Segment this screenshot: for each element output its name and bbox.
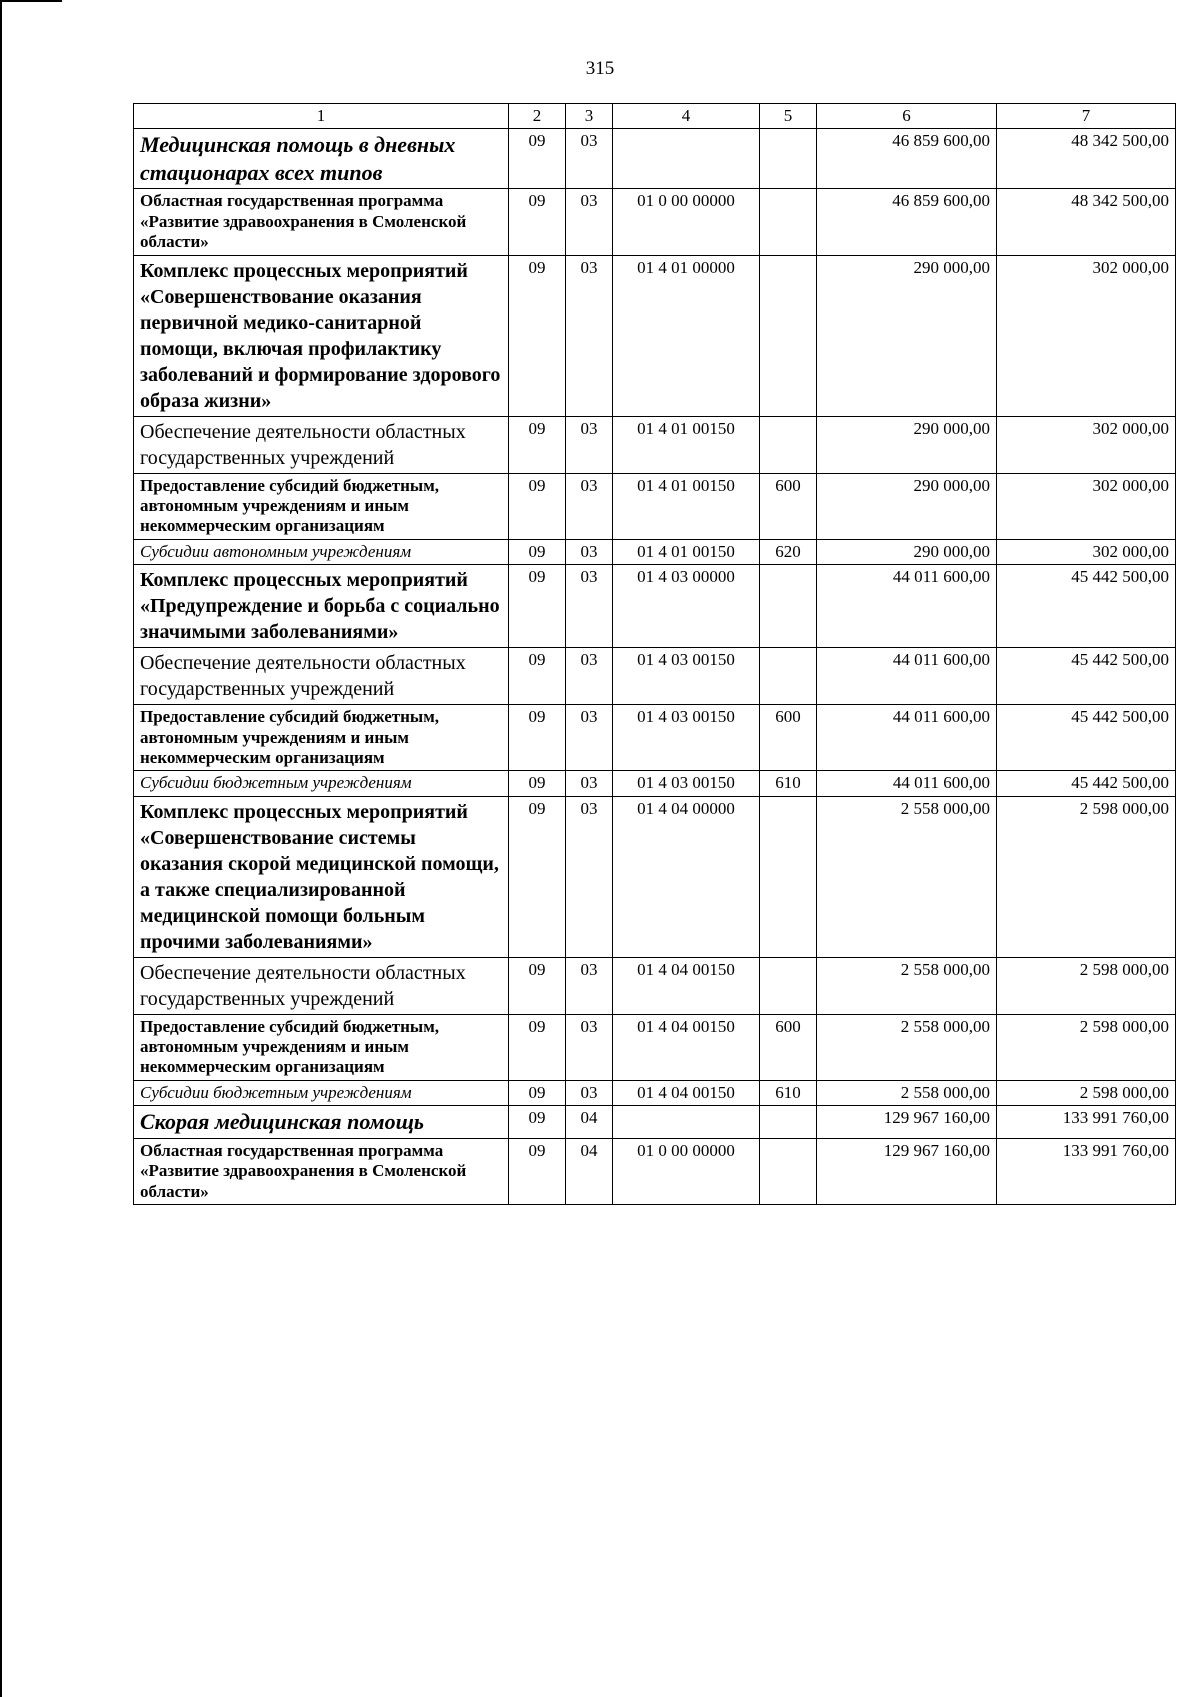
row-name-cell: Областная государственная программа «Развитие здравоохранения в Смоленской области» bbox=[134, 1138, 509, 1204]
amount-year2-cell: 45 442 500,00 bbox=[997, 771, 1176, 796]
target-article-cell: 01 0 00 00000 bbox=[613, 1138, 760, 1204]
expense-type-cell bbox=[760, 957, 817, 1014]
subsection-code-cell: 03 bbox=[566, 129, 613, 189]
subsection-code-cell: 03 bbox=[566, 416, 613, 473]
expense-type-cell bbox=[760, 648, 817, 705]
section-code-cell: 09 bbox=[509, 705, 566, 771]
amount-year2-cell: 302 000,00 bbox=[997, 539, 1176, 564]
complex-row bbox=[134, 255, 1176, 416]
amount-year1-cell: 290 000,00 bbox=[817, 255, 997, 416]
section-code-cell: 09 bbox=[509, 189, 566, 255]
subsection-code-cell: 03 bbox=[566, 539, 613, 564]
section-code-cell: 09 bbox=[509, 771, 566, 796]
amount-year1-cell: 290 000,00 bbox=[817, 539, 997, 564]
row-name-cell: Медицинская помощь в дневных стационарах всех типов bbox=[134, 129, 509, 189]
row-name-cell: Комплекс процессных мероприятий «Совершенствование системы оказания скорой медицинской помощи, а также специализированной медицинской помощи больным прочими заболеваниями» bbox=[134, 796, 509, 957]
section-code-cell: 09 bbox=[509, 648, 566, 705]
support-row bbox=[134, 416, 1176, 473]
amount-year1-cell: 2 558 000,00 bbox=[817, 1080, 997, 1105]
amount-year2-cell: 2 598 000,00 bbox=[997, 1014, 1176, 1080]
support-row bbox=[134, 648, 1176, 705]
row-name-cell: Обеспечение деятельности областных государственных учреждений bbox=[134, 648, 509, 705]
subsection-code-cell: 03 bbox=[566, 771, 613, 796]
program-row bbox=[134, 1138, 1176, 1204]
header-cell: 6 bbox=[817, 104, 997, 129]
expense-type-cell: 600 bbox=[760, 1014, 817, 1080]
section-code-cell: 09 bbox=[509, 1080, 566, 1105]
amount-year1-cell: 129 967 160,00 bbox=[817, 1106, 997, 1139]
target-article-cell: 01 4 03 00150 bbox=[613, 705, 760, 771]
subsection-code-cell: 03 bbox=[566, 1014, 613, 1080]
target-article-cell: 01 4 03 00000 bbox=[613, 565, 760, 648]
row-name-cell: Комплекс процессных мероприятий «Совершенствование оказания первичной медико-санитарной помощи, включая профилактику заболеваний и формирование здорового образа жизни» bbox=[134, 255, 509, 416]
expense-type-cell bbox=[760, 796, 817, 957]
subsection-code-cell: 03 bbox=[566, 705, 613, 771]
expense-type-cell bbox=[760, 129, 817, 189]
amount-year2-cell: 133 991 760,00 bbox=[997, 1138, 1176, 1204]
amount-year1-cell: 290 000,00 bbox=[817, 416, 997, 473]
amount-year2-cell: 48 342 500,00 bbox=[997, 129, 1176, 189]
header-cell: 5 bbox=[760, 104, 817, 129]
subsection-code-cell: 03 bbox=[566, 1080, 613, 1105]
section-code-cell: 09 bbox=[509, 565, 566, 648]
header-cell: 7 bbox=[997, 104, 1176, 129]
target-article-cell: 01 4 01 00000 bbox=[613, 255, 760, 416]
subsidy-row bbox=[134, 705, 1176, 771]
header-cell: 4 bbox=[613, 104, 760, 129]
row-name-cell: Обеспечение деятельности областных государственных учреждений bbox=[134, 416, 509, 473]
amount-year2-cell: 302 000,00 bbox=[997, 416, 1176, 473]
amount-year1-cell: 44 011 600,00 bbox=[817, 565, 997, 648]
section-code-cell: 09 bbox=[509, 473, 566, 539]
section-row bbox=[134, 1106, 1176, 1139]
amount-year2-cell: 48 342 500,00 bbox=[997, 189, 1176, 255]
target-article-cell: 01 4 04 00150 bbox=[613, 1014, 760, 1080]
target-article-cell: 01 4 03 00150 bbox=[613, 771, 760, 796]
expense-type-cell bbox=[760, 255, 817, 416]
subsection-code-cell: 03 bbox=[566, 473, 613, 539]
target-article-cell: 01 4 01 00150 bbox=[613, 539, 760, 564]
row-name-cell: Обеспечение деятельности областных государственных учреждений bbox=[134, 957, 509, 1014]
amount-year2-cell: 45 442 500,00 bbox=[997, 648, 1176, 705]
target-article-cell: 01 4 03 00150 bbox=[613, 648, 760, 705]
target-article-cell: 01 0 00 00000 bbox=[613, 189, 760, 255]
amount-year2-cell: 45 442 500,00 bbox=[997, 705, 1176, 771]
section-code-cell: 09 bbox=[509, 1138, 566, 1204]
budget-table bbox=[133, 103, 1176, 1205]
page-number: 315 bbox=[585, 58, 615, 79]
section-code-cell: 09 bbox=[509, 539, 566, 564]
expense-type-cell bbox=[760, 189, 817, 255]
expense-type-cell bbox=[760, 1138, 817, 1204]
row-name-cell: Субсидии автономным учреждениям bbox=[134, 539, 509, 564]
scan-corner-line bbox=[0, 0, 62, 2]
subsection-code-cell: 03 bbox=[566, 255, 613, 416]
subsidy-type-row bbox=[134, 771, 1176, 796]
expense-type-cell: 610 bbox=[760, 1080, 817, 1105]
expense-type-cell: 610 bbox=[760, 771, 817, 796]
expense-type-cell: 620 bbox=[760, 539, 817, 564]
amount-year1-cell: 46 859 600,00 bbox=[817, 189, 997, 255]
section-code-cell: 09 bbox=[509, 255, 566, 416]
amount-year1-cell: 290 000,00 bbox=[817, 473, 997, 539]
section-row bbox=[134, 129, 1176, 189]
row-name-cell: Субсидии бюджетным учреждениям bbox=[134, 1080, 509, 1105]
row-name-cell: Предоставление субсидий бюджетным, автономным учреждениям и иным некоммерческим организациям bbox=[134, 705, 509, 771]
expense-type-cell bbox=[760, 1106, 817, 1139]
subsidy-row bbox=[134, 1014, 1176, 1080]
amount-year2-cell: 302 000,00 bbox=[997, 255, 1176, 416]
section-code-cell: 09 bbox=[509, 796, 566, 957]
row-name-cell: Предоставление субсидий бюджетным, автономным учреждениям и иным некоммерческим организациям bbox=[134, 473, 509, 539]
target-article-cell: 01 4 04 00150 bbox=[613, 1080, 760, 1105]
support-row bbox=[134, 957, 1176, 1014]
amount-year2-cell: 2 598 000,00 bbox=[997, 796, 1176, 957]
header-cell: 1 bbox=[134, 104, 509, 129]
subsidy-row bbox=[134, 473, 1176, 539]
program-row bbox=[134, 189, 1176, 255]
subsection-code-cell: 03 bbox=[566, 796, 613, 957]
row-name-cell: Областная государственная программа «Развитие здравоохранения в Смоленской области» bbox=[134, 189, 509, 255]
amount-year2-cell: 302 000,00 bbox=[997, 473, 1176, 539]
target-article-cell bbox=[613, 1106, 760, 1139]
amount-year2-cell: 2 598 000,00 bbox=[997, 1080, 1176, 1105]
amount-year2-cell: 133 991 760,00 bbox=[997, 1106, 1176, 1139]
header-cell: 2 bbox=[509, 104, 566, 129]
amount-year1-cell: 129 967 160,00 bbox=[817, 1138, 997, 1204]
target-article-cell: 01 4 01 00150 bbox=[613, 416, 760, 473]
row-name-cell: Субсидии бюджетным учреждениям bbox=[134, 771, 509, 796]
amount-year2-cell: 2 598 000,00 bbox=[997, 957, 1176, 1014]
subsidy-type-row bbox=[134, 539, 1176, 564]
section-code-cell: 09 bbox=[509, 957, 566, 1014]
expense-type-cell: 600 bbox=[760, 705, 817, 771]
subsection-code-cell: 03 bbox=[566, 189, 613, 255]
subsidy-type-row bbox=[134, 1080, 1176, 1105]
subsection-code-cell: 03 bbox=[566, 565, 613, 648]
amount-year1-cell: 44 011 600,00 bbox=[817, 648, 997, 705]
subsection-code-cell: 04 bbox=[566, 1138, 613, 1204]
amount-year1-cell: 2 558 000,00 bbox=[817, 957, 997, 1014]
header-cell: 3 bbox=[566, 104, 613, 129]
row-name-cell: Предоставление субсидий бюджетным, автономным учреждениям и иным некоммерческим организациям bbox=[134, 1014, 509, 1080]
section-code-cell: 09 bbox=[509, 416, 566, 473]
complex-row bbox=[134, 565, 1176, 648]
amount-year1-cell: 44 011 600,00 bbox=[817, 705, 997, 771]
target-article-cell: 01 4 04 00150 bbox=[613, 957, 760, 1014]
target-article-cell bbox=[613, 129, 760, 189]
row-name-cell: Комплекс процессных мероприятий «Предупреждение и борьба с социально значимыми заболеваниями» bbox=[134, 565, 509, 648]
amount-year1-cell: 46 859 600,00 bbox=[817, 129, 997, 189]
expense-type-cell: 600 bbox=[760, 473, 817, 539]
section-code-cell: 09 bbox=[509, 1014, 566, 1080]
table-header-row bbox=[134, 104, 1176, 129]
amount-year1-cell: 44 011 600,00 bbox=[817, 771, 997, 796]
row-name-cell: Скорая медицинская помощь bbox=[134, 1106, 509, 1139]
section-code-cell: 09 bbox=[509, 1106, 566, 1139]
target-article-cell: 01 4 04 00000 bbox=[613, 796, 760, 957]
expense-type-cell bbox=[760, 565, 817, 648]
target-article-cell: 01 4 01 00150 bbox=[613, 473, 760, 539]
amount-year1-cell: 2 558 000,00 bbox=[817, 1014, 997, 1080]
subsection-code-cell: 03 bbox=[566, 957, 613, 1014]
amount-year1-cell: 2 558 000,00 bbox=[817, 796, 997, 957]
subsection-code-cell: 04 bbox=[566, 1106, 613, 1139]
section-code-cell: 09 bbox=[509, 129, 566, 189]
amount-year2-cell: 45 442 500,00 bbox=[997, 565, 1176, 648]
complex-row bbox=[134, 796, 1176, 957]
subsection-code-cell: 03 bbox=[566, 648, 613, 705]
scan-left-edge bbox=[0, 0, 2, 1697]
expense-type-cell bbox=[760, 416, 817, 473]
